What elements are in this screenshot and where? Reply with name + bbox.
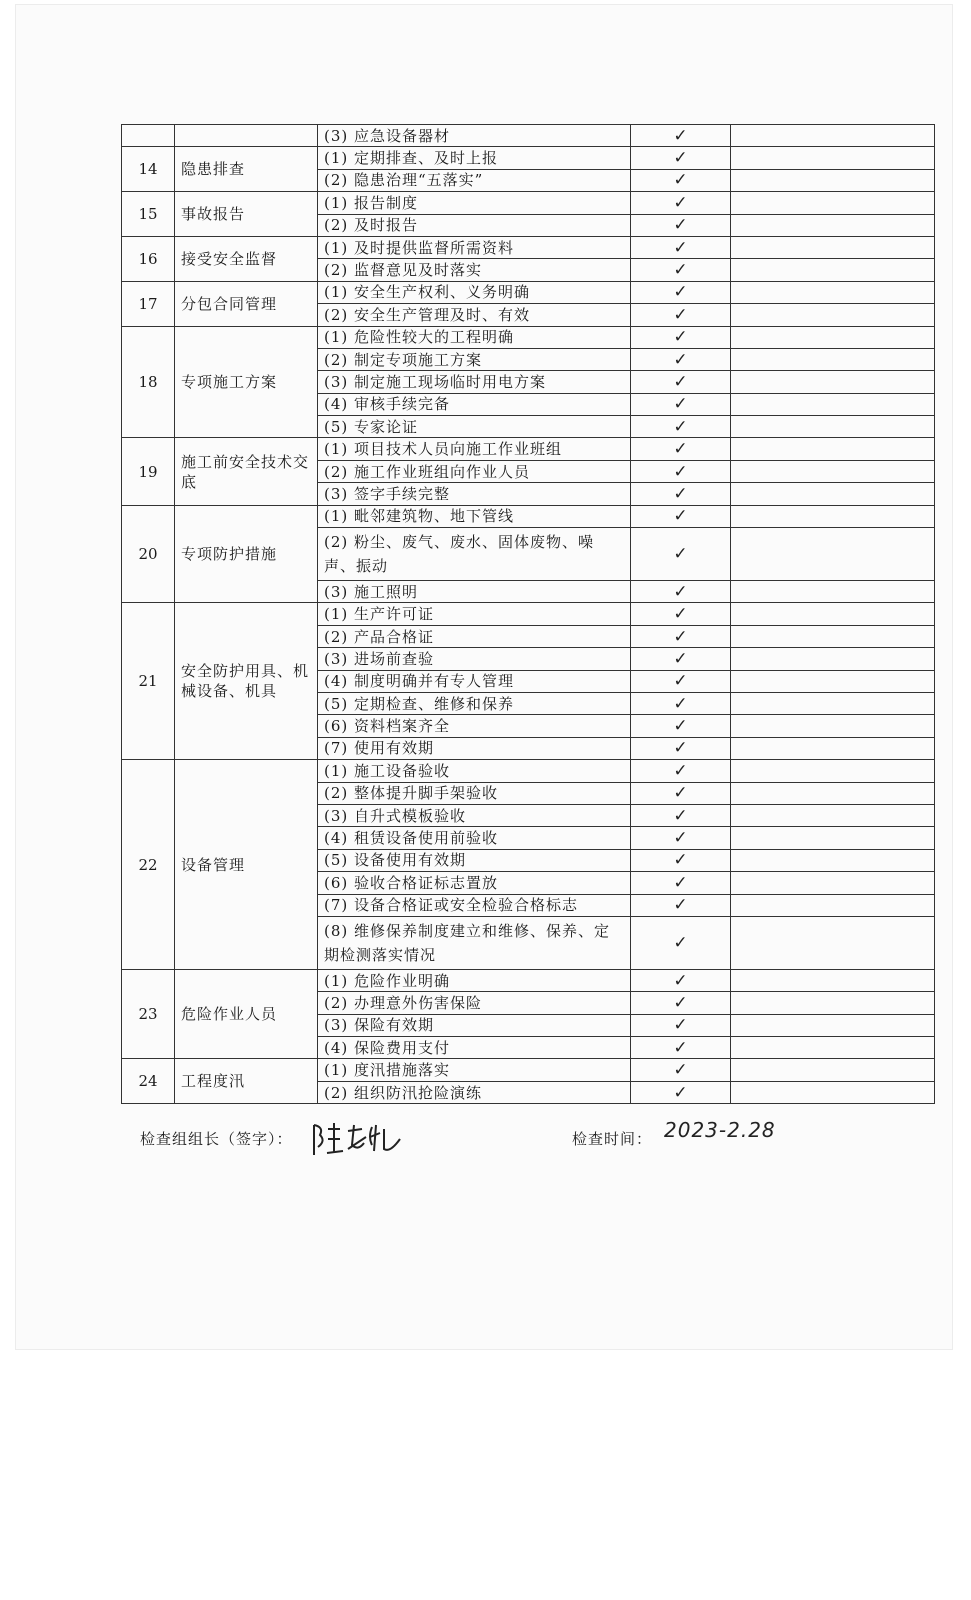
remarks-cell [731,125,935,147]
requirement-text: (1) 毗邻建筑物、地下管线 [318,505,631,527]
requirement-text: (2) 办理意外伤害保险 [318,992,631,1014]
checkmark-icon: ✓ [631,326,731,348]
inspection-item: 施工前安全技术交底 [175,438,318,505]
leader-sign-label: 检查组组长（签字）： [140,1130,293,1148]
requirement-text: (4) 租赁设备使用前验收 [318,827,631,849]
checkmark-icon: ✓ [631,692,731,714]
handwritten-signature [310,1115,406,1159]
remarks-cell [731,969,935,991]
item-number: 14 [122,147,175,192]
requirement-text: (1) 及时提供监督所需资料 [318,236,631,258]
table-row [122,1059,935,1081]
checkmark-icon: ✓ [631,505,731,527]
remarks-cell [731,214,935,236]
checkmark-icon: ✓ [631,147,731,169]
table-row [122,147,935,169]
inspection-table [121,124,935,1104]
remarks-cell [731,782,935,804]
table-row [122,125,935,147]
remarks-cell [731,348,935,370]
remarks-cell [731,581,935,603]
inspection-item [175,125,318,147]
requirement-text: (1) 危险性较大的工程明确 [318,326,631,348]
checkmark-icon: ✓ [631,416,731,438]
item-number: 19 [122,438,175,505]
table-row [122,281,935,303]
requirement-text: (5) 专家论证 [318,416,631,438]
checkmark-icon: ✓ [631,670,731,692]
requirement-text: (1) 定期排查、及时上报 [318,147,631,169]
table-row [122,505,935,527]
inspection-item: 接受安全监督 [175,236,318,281]
remarks-cell [731,670,935,692]
checkmark-icon: ✓ [631,603,731,625]
remarks-cell [731,1059,935,1081]
checkmark-icon: ✓ [631,460,731,482]
checkmark-icon: ✓ [631,715,731,737]
remarks-cell [731,603,935,625]
requirement-text: (1) 度汛措施落实 [318,1059,631,1081]
requirement-text: (3) 进场前查验 [318,648,631,670]
checkmark-icon: ✓ [631,259,731,281]
item-number: 15 [122,192,175,237]
remarks-cell [731,648,935,670]
table-row [122,760,935,782]
remarks-cell [731,1081,935,1103]
checkmark-icon: ✓ [631,827,731,849]
item-number: 20 [122,505,175,603]
table-row [122,438,935,460]
checkmark-icon: ✓ [631,393,731,415]
checkmark-icon: ✓ [631,625,731,647]
requirement-text: (2) 粉尘、废气、废水、固体废物、噪声、振动 [318,528,631,581]
requirement-text: (1) 安全生产权利、义务明确 [318,281,631,303]
inspection-item: 安全防护用具、机械设备、机具 [175,603,318,760]
requirement-text: (2) 监督意见及时落实 [318,259,631,281]
item-number: 23 [122,969,175,1059]
checkmark-icon: ✓ [631,581,731,603]
remarks-cell [731,992,935,1014]
remarks-cell [731,849,935,871]
requirement-text: (3) 保险有效期 [318,1014,631,1036]
inspection-item: 分包合同管理 [175,281,318,326]
requirement-text: (5) 设备使用有效期 [318,849,631,871]
checkmark-icon: ✓ [631,236,731,258]
checkmark-icon: ✓ [631,528,731,581]
inspection-item: 危险作业人员 [175,969,318,1059]
inspection-item: 专项防护措施 [175,505,318,603]
table-row [122,192,935,214]
item-number: 17 [122,281,175,326]
remarks-cell [731,236,935,258]
inspection-item: 隐患排查 [175,147,318,192]
requirement-text: (1) 危险作业明确 [318,969,631,991]
table-row [122,326,935,348]
remarks-cell [731,1037,935,1059]
requirement-text: (2) 隐患治理“五落实” [318,169,631,191]
checkmark-icon: ✓ [631,992,731,1014]
checkmark-icon: ✓ [631,192,731,214]
requirement-text: (7) 设备合格证或安全检验合格标志 [318,894,631,916]
item-number: 21 [122,603,175,760]
checkmark-icon: ✓ [631,304,731,326]
requirement-text: (2) 安全生产管理及时、有效 [318,304,631,326]
requirement-text: (6) 资料档案齐全 [318,715,631,737]
remarks-cell [731,416,935,438]
requirement-text: (3) 施工照明 [318,581,631,603]
remarks-cell [731,147,935,169]
requirement-text: (1) 施工设备验收 [318,760,631,782]
requirement-text: (2) 产品合格证 [318,625,631,647]
remarks-cell [731,872,935,894]
requirement-text: (4) 制度明确并有专人管理 [318,670,631,692]
remarks-cell [731,1014,935,1036]
remarks-cell [731,304,935,326]
requirement-text: (2) 施工作业班组向作业人员 [318,460,631,482]
inspection-time-label: 检查时间： [572,1130,653,1148]
item-number: 18 [122,326,175,438]
remarks-cell [731,438,935,460]
checkmark-icon: ✓ [631,916,731,969]
item-number: 22 [122,760,175,970]
table-row [122,236,935,258]
remarks-cell [731,715,935,737]
checkmark-icon: ✓ [631,872,731,894]
checkmark-icon: ✓ [631,348,731,370]
inspection-date-handwritten: 2023-2.28 [664,1118,776,1142]
remarks-cell [731,192,935,214]
remarks-cell [731,916,935,969]
requirement-text: (6) 验收合格证标志置放 [318,872,631,894]
checkmark-icon: ✓ [631,1014,731,1036]
requirement-text: (1) 报告制度 [318,192,631,214]
item-number: 16 [122,236,175,281]
remarks-cell [731,169,935,191]
requirement-text: (4) 审核手续完备 [318,393,631,415]
checkmark-icon: ✓ [631,1037,731,1059]
item-number: 24 [122,1059,175,1104]
remarks-cell [731,804,935,826]
requirement-text: (3) 自升式模板验收 [318,804,631,826]
checkmark-icon: ✓ [631,214,731,236]
checkmark-icon: ✓ [631,969,731,991]
requirement-text: (8) 维修保养制度建立和维修、保养、定期检测落实情况 [318,916,631,969]
remarks-cell [731,505,935,527]
checkmark-icon: ✓ [631,1081,731,1103]
inspection-item: 设备管理 [175,760,318,970]
checkmark-icon: ✓ [631,894,731,916]
checkmark-icon: ✓ [631,648,731,670]
remarks-cell [731,393,935,415]
inspection-item: 专项施工方案 [175,326,318,438]
requirement-text: (7) 使用有效期 [318,737,631,759]
remarks-cell [731,528,935,581]
remarks-cell [731,326,935,348]
remarks-cell [731,625,935,647]
checkmark-icon: ✓ [631,1059,731,1081]
checkmark-icon: ✓ [631,281,731,303]
checkmark-icon: ✓ [631,782,731,804]
remarks-cell [731,259,935,281]
remarks-cell [731,692,935,714]
requirement-text: (2) 组织防汛抢险演练 [318,1081,631,1103]
table-row [122,969,935,991]
checkmark-icon: ✓ [631,760,731,782]
checkmark-icon: ✓ [631,371,731,393]
table-row [122,603,935,625]
checkmark-icon: ✓ [631,804,731,826]
requirement-text: (2) 整体提升脚手架验收 [318,782,631,804]
requirement-text: (3) 应急设备器材 [318,125,631,147]
item-number [122,125,175,147]
remarks-cell [731,737,935,759]
remarks-cell [731,460,935,482]
remarks-cell [731,371,935,393]
requirement-text: (1) 生产许可证 [318,603,631,625]
remarks-cell [731,760,935,782]
remarks-cell [731,281,935,303]
requirement-text: (2) 及时报告 [318,214,631,236]
inspection-item: 事故报告 [175,192,318,237]
checkmark-icon: ✓ [631,849,731,871]
requirement-text: (1) 项目技术人员向施工作业班组 [318,438,631,460]
checkmark-icon: ✓ [631,737,731,759]
checkmark-icon: ✓ [631,438,731,460]
remarks-cell [731,894,935,916]
checkmark-icon: ✓ [631,483,731,505]
remarks-cell [731,827,935,849]
requirement-text: (3) 制定施工现场临时用电方案 [318,371,631,393]
requirement-text: (4) 保险费用支付 [318,1037,631,1059]
inspection-item: 工程度汛 [175,1059,318,1104]
remarks-cell [731,483,935,505]
checkmark-icon: ✓ [631,125,731,147]
requirement-text: (5) 定期检查、维修和保养 [318,692,631,714]
checkmark-icon: ✓ [631,169,731,191]
requirement-text: (3) 签字手续完整 [318,483,631,505]
requirement-text: (2) 制定专项施工方案 [318,348,631,370]
